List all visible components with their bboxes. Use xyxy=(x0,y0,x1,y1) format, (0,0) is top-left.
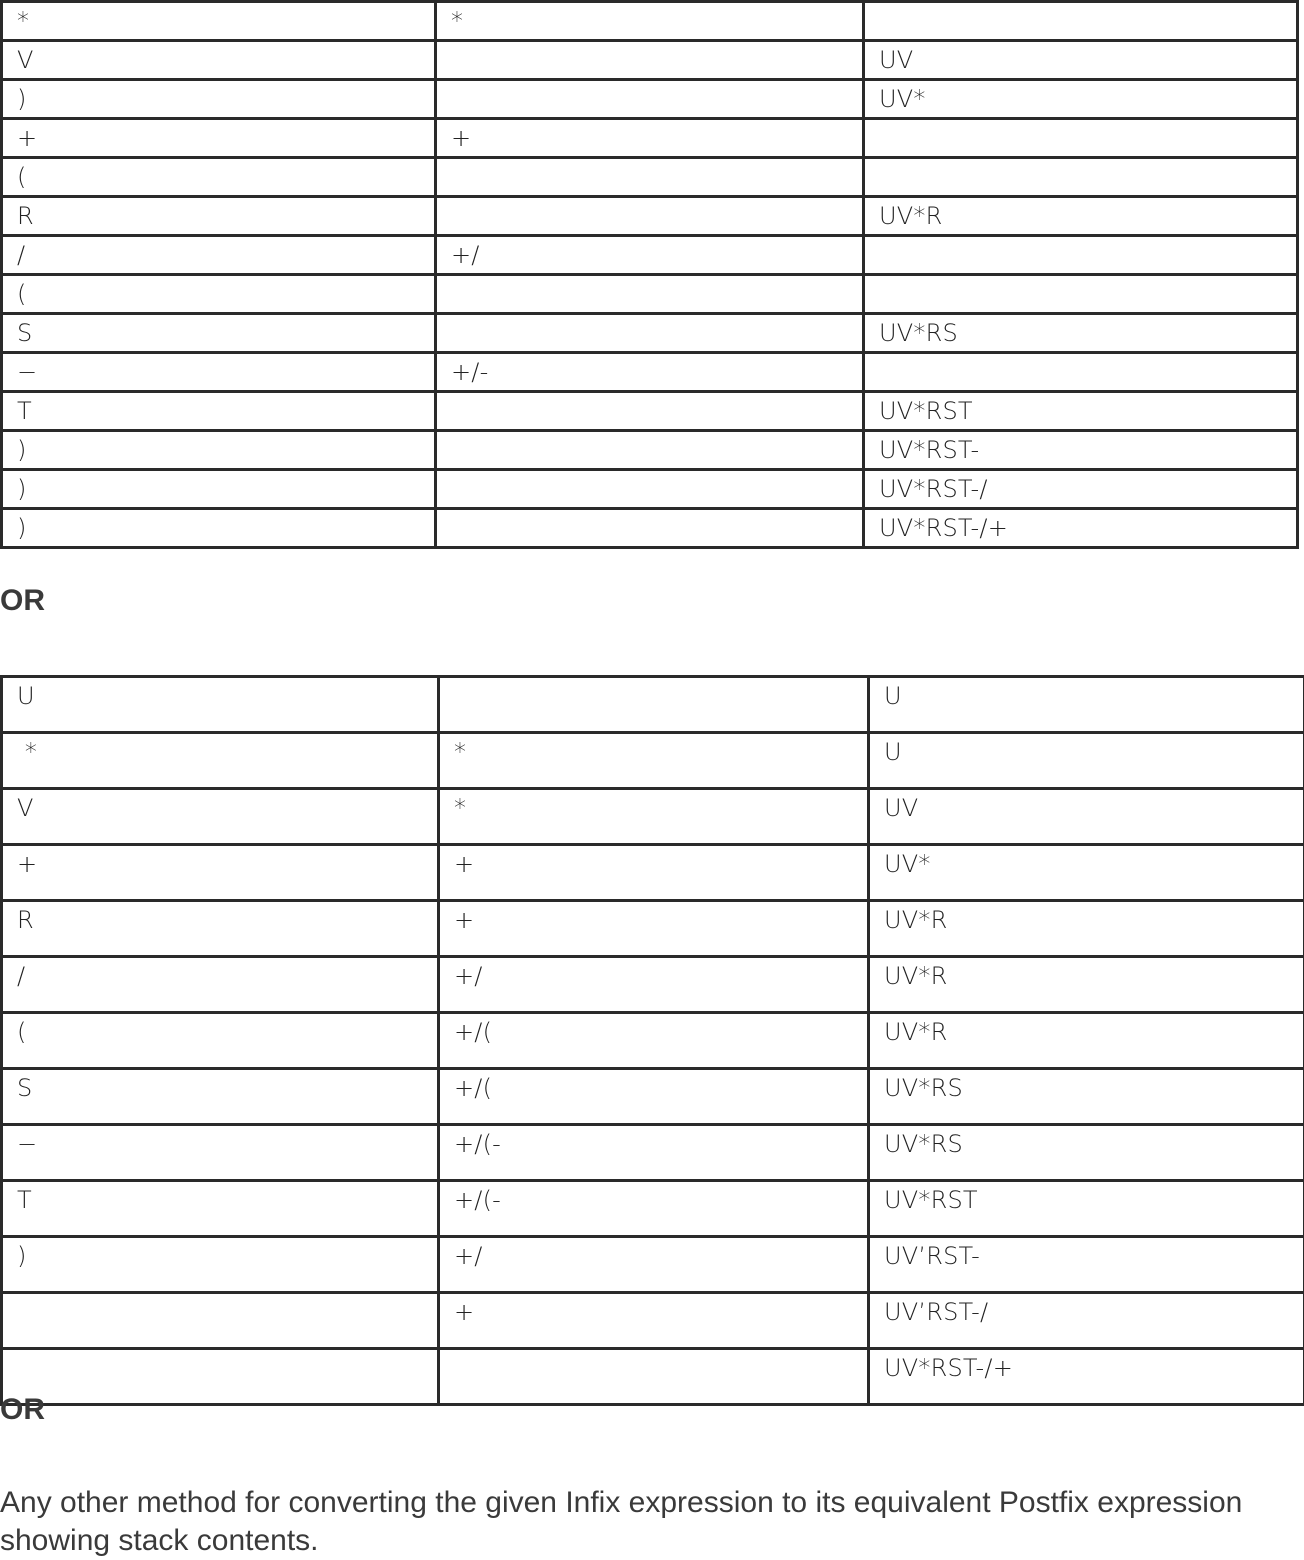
postfix-cell: UV* xyxy=(869,845,1304,901)
postfix-cell: UV xyxy=(864,41,1298,80)
postfix-cell: U xyxy=(869,733,1304,789)
table-row xyxy=(2,392,1298,431)
postfix-cell: UV*R xyxy=(869,1013,1304,1069)
postfix-cell: UV’RST-/ xyxy=(869,1293,1304,1349)
postfix-cell xyxy=(864,158,1298,197)
stack-cell xyxy=(436,314,864,353)
symbol-cell: / xyxy=(2,957,439,1013)
table-row xyxy=(2,1125,1304,1181)
postfix-cell: UV*RST- xyxy=(864,431,1298,470)
postfix-cell xyxy=(864,275,1298,314)
conversion-table-1 xyxy=(0,0,1299,549)
table-row xyxy=(2,1237,1304,1293)
table-row xyxy=(2,789,1304,845)
symbol-cell xyxy=(2,1293,439,1349)
symbol-cell: / xyxy=(2,236,436,275)
postfix-cell xyxy=(864,353,1298,392)
stack-cell xyxy=(436,41,864,80)
stack-cell: +/( xyxy=(439,1013,869,1069)
postfix-cell: UV*RS xyxy=(869,1125,1304,1181)
postfix-cell: UV* xyxy=(864,80,1298,119)
table-row xyxy=(2,845,1304,901)
stack-cell xyxy=(436,470,864,509)
stack-cell xyxy=(436,392,864,431)
symbol-cell: ) xyxy=(2,80,436,119)
postfix-cell xyxy=(864,119,1298,158)
postfix-cell: UV’RST- xyxy=(869,1237,1304,1293)
symbol-cell: S xyxy=(2,314,436,353)
symbol-cell: * xyxy=(2,2,436,41)
symbol-cell: ( xyxy=(2,275,436,314)
table-row xyxy=(2,2,1298,41)
stack-cell xyxy=(436,431,864,470)
table-row xyxy=(2,236,1298,275)
symbol-cell: ) xyxy=(2,509,436,548)
postfix-cell: UV*RST-/+ xyxy=(864,509,1298,548)
table-row xyxy=(2,41,1298,80)
stack-cell xyxy=(439,677,869,733)
symbol-cell: T xyxy=(2,392,436,431)
symbol-cell: * xyxy=(2,733,439,789)
stack-cell xyxy=(436,275,864,314)
symbol-cell: ) xyxy=(2,431,436,470)
stack-cell: +/ xyxy=(439,1237,869,1293)
symbol-cell: − xyxy=(2,353,436,392)
table-row xyxy=(2,901,1304,957)
postfix-cell: UV*RS xyxy=(864,314,1298,353)
symbol-cell: ( xyxy=(2,158,436,197)
symbol-cell: V xyxy=(2,789,439,845)
postfix-cell: UV*RST xyxy=(869,1181,1304,1237)
conversion-table-2 xyxy=(0,675,1304,1406)
symbol-cell: ) xyxy=(2,1237,439,1293)
postfix-cell: UV*R xyxy=(869,957,1304,1013)
postfix-cell: UV*RST xyxy=(864,392,1298,431)
postfix-cell: UV*RST-/+ xyxy=(869,1349,1304,1405)
table-row xyxy=(2,314,1298,353)
table-row xyxy=(2,353,1298,392)
table-row xyxy=(2,1069,1304,1125)
symbol-cell: S xyxy=(2,1069,439,1125)
stack-cell: +/- xyxy=(436,353,864,392)
table-row xyxy=(2,470,1298,509)
stack-cell: +/ xyxy=(436,236,864,275)
stack-cell: + xyxy=(436,119,864,158)
postfix-cell: U xyxy=(869,677,1304,733)
symbol-cell: + xyxy=(2,119,436,158)
stack-cell: +/( xyxy=(439,1069,869,1125)
symbol-cell: ( xyxy=(2,1013,439,1069)
or-separator: OR xyxy=(0,1393,45,1427)
symbol-cell: R xyxy=(2,197,436,236)
table-row xyxy=(2,1349,1304,1405)
postfix-cell: UV*R xyxy=(864,197,1298,236)
stack-cell: +/(- xyxy=(439,1181,869,1237)
table-row xyxy=(2,733,1304,789)
table-row xyxy=(2,80,1298,119)
symbol-cell: V xyxy=(2,41,436,80)
or-separator: OR xyxy=(0,584,45,618)
symbol-cell: U xyxy=(2,677,439,733)
table-row xyxy=(2,1293,1304,1349)
table-row xyxy=(2,158,1298,197)
stack-cell: + xyxy=(439,1293,869,1349)
postfix-cell: UV*RST-/ xyxy=(864,470,1298,509)
stack-cell xyxy=(436,197,864,236)
stack-cell xyxy=(436,158,864,197)
table-row xyxy=(2,119,1298,158)
table-row xyxy=(2,431,1298,470)
stack-cell xyxy=(439,1349,869,1405)
stack-cell: +/(- xyxy=(439,1125,869,1181)
table-row xyxy=(2,1013,1304,1069)
stack-cell: + xyxy=(439,901,869,957)
stack-cell: * xyxy=(436,2,864,41)
stack-cell: + xyxy=(439,845,869,901)
symbol-cell: − xyxy=(2,1125,439,1181)
stack-cell: +/ xyxy=(439,957,869,1013)
stack-cell xyxy=(436,80,864,119)
postfix-cell xyxy=(864,236,1298,275)
postfix-cell xyxy=(864,2,1298,41)
symbol-cell: ) xyxy=(2,470,436,509)
stack-cell xyxy=(436,509,864,548)
postfix-cell: UV xyxy=(869,789,1304,845)
table-row xyxy=(2,275,1298,314)
table-row xyxy=(2,197,1298,236)
symbol-cell: R xyxy=(2,901,439,957)
symbol-cell xyxy=(2,1349,439,1405)
alternative-method-note: Any other method for converting the given Infix expression to its equivalent Postfix expression showing stack contents. xyxy=(0,1484,1300,1560)
table-row xyxy=(2,677,1304,733)
postfix-cell: UV*RS xyxy=(869,1069,1304,1125)
table-row xyxy=(2,509,1298,548)
stack-cell: * xyxy=(439,789,869,845)
table-row xyxy=(2,957,1304,1013)
table-row xyxy=(2,1181,1304,1237)
symbol-cell: T xyxy=(2,1181,439,1237)
symbol-cell: + xyxy=(2,845,439,901)
stack-cell: * xyxy=(439,733,869,789)
postfix-cell: UV*R xyxy=(869,901,1304,957)
